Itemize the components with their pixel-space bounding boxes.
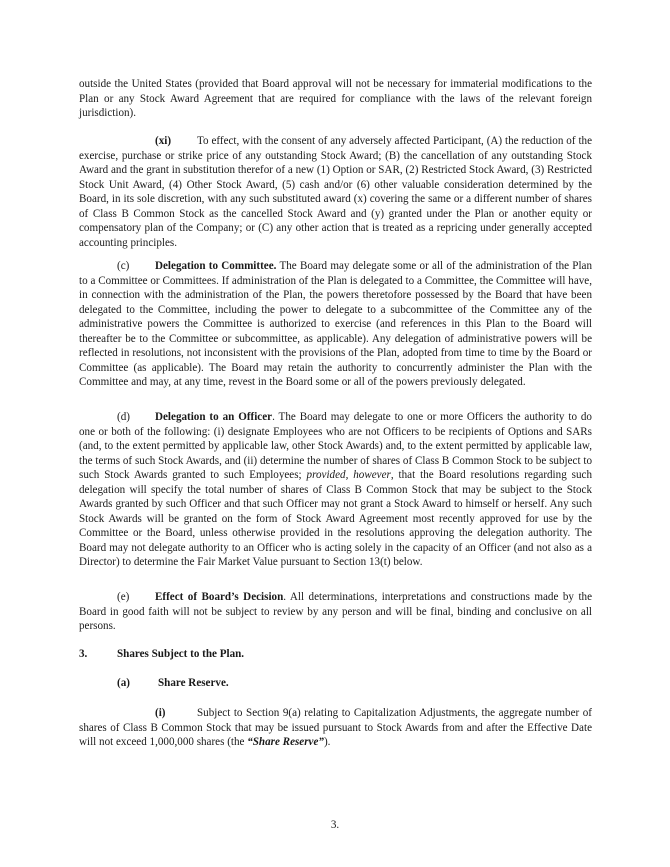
subsection-label: (a) bbox=[117, 677, 130, 689]
clause-label: (d) bbox=[117, 411, 130, 423]
clause-title: Delegation to Committee. bbox=[155, 260, 277, 272]
paragraph-c bbox=[79, 259, 592, 390]
paragraph-text: . The Board may delegate to one or more Officers the authority to do one or both of the following: (i) designate Employees who are not Officers to be recipients of Options and SARs (and, to the extent permitted by applicable law, other Stock Awards) and, to the extent permitted by applicable law, the terms of such Stock Awards, and (ii) determine the number of shares of Class B Common Stock to be subject to such Stock Awards granted to such Employees; bbox=[79, 411, 592, 482]
clause-label: (i) bbox=[155, 707, 166, 719]
page-number: 3. bbox=[330, 819, 340, 831]
paragraph-text: To effect, with the consent of any adversely affected Participant, (A) the reduction of the exercise, purchase or strike price of any outstanding Stock Award; (B) the cancellation of any outstanding Stock Award and the grant in substitution therefor of a new (1) Option or SAR, (2) Restricted Stock Award, (3) Restricted Stock Unit Award, (4) Other Stock Award, (5) cash and/or (6) other valuable consideration determined by the Board, in its sole discretion, with any such substituted award (x) covering the same or a different number of shares of Class B Common Stock as the cancelled Stock Award and (y) granted under the Plan or another equity or compensatory plan of the Company; or (C) any other action that is treated as a repricing under generally accepted accounting principles. bbox=[79, 135, 592, 249]
clause-label: (e) bbox=[117, 591, 130, 603]
paragraph-text: outside the United States (provided that Board approval will not be necessary for immaterial modifications to the Plan or any Stock Award Agreement that are required for compliance with the laws of the relevant foreign jurisdiction). bbox=[79, 78, 592, 120]
paragraph-d bbox=[79, 410, 592, 570]
clause-label: (c) bbox=[117, 260, 130, 272]
subsection-heading bbox=[117, 676, 229, 691]
subsection-title: Share Reserve. bbox=[158, 677, 229, 689]
paragraph-e bbox=[79, 590, 592, 634]
paragraph-continuation bbox=[79, 77, 592, 121]
section-title: Shares Subject to the Plan. bbox=[117, 648, 245, 660]
section-number: 3. bbox=[79, 648, 88, 660]
paragraph-text-2: , that the Board resolutions regarding such delegation will specify the total number of shares of Class B Common Stock that may be subject to the Stock Awards granted by such Officer and that such Officer may not grant a Stock Award to himself or herself. Any such Stock Awards will be granted on the form of Stock Award Agreement most recently approved for use by the Committee or the Board, unless otherwise provided in the resolutions approving the delegation authority. The Board may not delegate authority to an Officer who is acting solely in the capacity of an Officer (and not also as a Director) to determine the Fair Market Value pursuant to Section 13(t) below. bbox=[79, 469, 592, 569]
defined-term: “Share Reserve” bbox=[247, 736, 324, 749]
paragraph-text: . All determinations, interpretations and constructions made by the Board in good faith will not be subject to review by any person and will be final, binding and conclusive on all persons. bbox=[79, 591, 593, 633]
section-heading bbox=[79, 647, 592, 662]
paragraph-xi bbox=[79, 134, 592, 250]
paragraph-text: Subject to Section 9(a) relating to Capitalization Adjustments, the aggregate number of shares of Class B Common Stock that may be issued pursuant to Stock Awards from and after the Effective Date will not exceed 1,000,000 shares (the bbox=[79, 707, 592, 749]
clause-title: Effect of Board’s Decision bbox=[155, 591, 284, 603]
paragraph-text-2: ). bbox=[323, 736, 331, 749]
paragraph-i bbox=[79, 706, 592, 750]
paragraph-text: The Board may delegate some or all of the administration of the Plan to a Committee or Committees. If administration of the Plan is delegated to a Committee, the Committee will have, in connection with the administration of the Plan, the powers theretofore possessed by the Board that have been delegated to the Committee, including the power to delegate to a subcommittee of the Committee any of the administrative powers the Committee is authorized to exercise (and references in this Plan to the Board will thereafter be to the Committee or subcommittee, as applicable). Any delegation of administrative powers will be reflected in resolutions, not inconsistent with the provisions of the Plan, adopted from time to time by the Board or Committee (as applicable). The Board may retain the authority to concurrently administer the Plan with the Committee and may, at any time, revest in the Board some or all of the powers previously delegated. bbox=[79, 260, 593, 389]
proviso-italic: provided, however bbox=[306, 469, 391, 482]
clause-label: (xi) bbox=[155, 135, 172, 147]
clause-title: Delegation to an Officer bbox=[155, 411, 273, 423]
